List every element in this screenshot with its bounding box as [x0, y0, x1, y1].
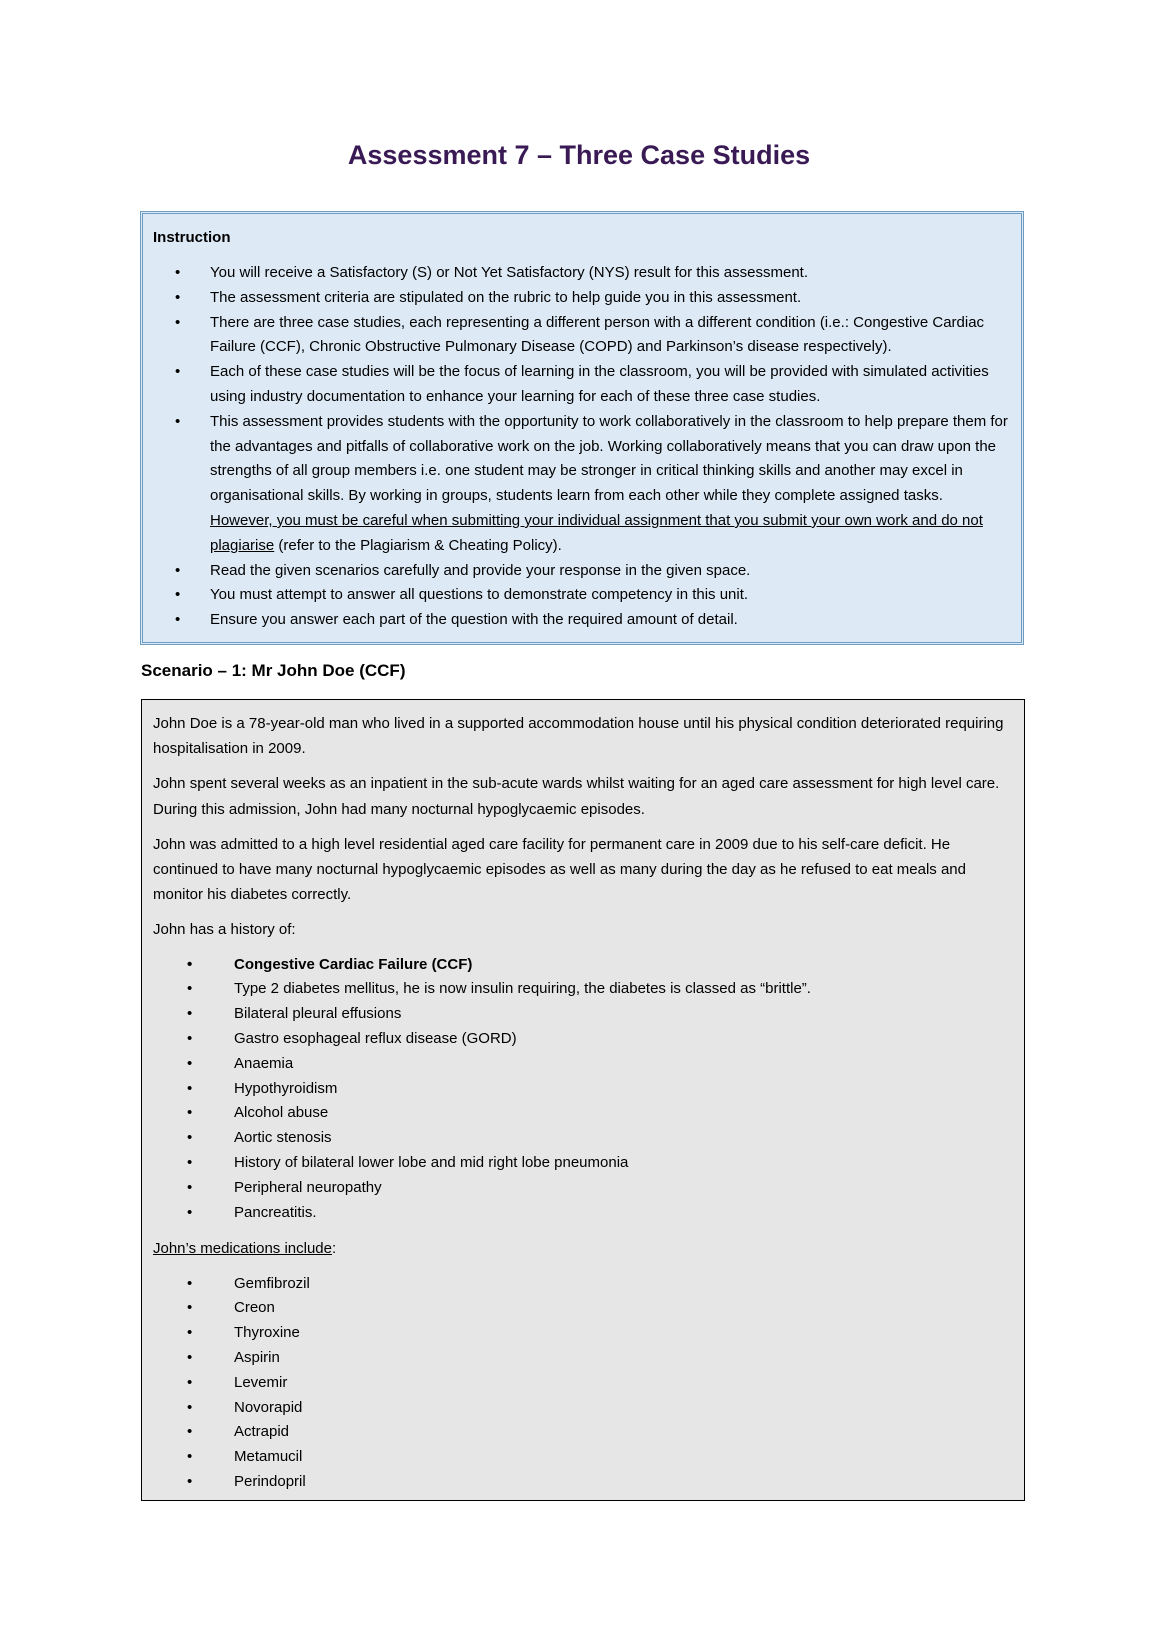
medication-item: • Actrapid	[153, 1420, 1014, 1445]
scenario-heading: Scenario – 1: Mr John Doe (CCF)	[141, 661, 406, 680]
medication-item: • Gemfibrozil	[153, 1272, 1014, 1297]
history-item: • History of bilateral lower lobe and mid right lobe pneumonia	[153, 1151, 1014, 1176]
medications-intro	[153, 1236, 1014, 1261]
instruction-item: • Read the given scenarios carefully and provide your response in the given space.	[153, 559, 1009, 584]
medication-item: • Metamucil	[153, 1445, 1014, 1470]
instruction-box	[140, 211, 1024, 645]
scenario-paragraph: John was admitted to a high level residential aged care facility for permanent care in 2009 due to his self-care deficit. He continued to have many nocturnal hypoglycaemic episodes as well as many during the day as he refused to eat meals and monitor his diabetes correctly.	[153, 835, 966, 904]
history-item: • Type 2 diabetes mellitus, he is now insulin requiring, the diabetes is classed as “brittle”.	[153, 977, 1014, 1002]
history-item: • Bilateral pleural effusions	[153, 1002, 1014, 1027]
page-title: Assessment 7 – Three Case Studies	[347, 140, 811, 170]
medication-item: • Novorapid	[153, 1396, 1014, 1421]
history-item: • Congestive Cardiac Failure (CCF)	[153, 953, 1014, 978]
medications-label: John’s medications include	[153, 1240, 332, 1258]
instruction-item: • Each of these case studies will be the focus of learning in the classroom, you will be provided with simulated activities using industry documentation to enhance your learning for each of these three case studies.	[153, 360, 1009, 410]
instruction-item: • You must attempt to answer all questions to demonstrate competency in this unit.	[153, 583, 1009, 608]
medications-colon: :	[332, 1240, 337, 1258]
history-item: • Anaemia	[153, 1052, 1014, 1077]
scenario-paragraph: John spent several weeks as an inpatient in the sub-acute wards whilst waiting for an aged care assessment for high level care. During this admission, John had many nocturnal hypoglycaemic episodes.	[153, 775, 1000, 818]
history-item: • Alcohol abuse	[153, 1101, 1014, 1126]
collaboration-text: This assessment provides students with the opportunity to work collaboratively in the classroom to help prepare them for the advantages and pitfalls of collaborative work on the job. Working collaboratively means that you can draw upon the strengths of all group members i.e. one student may be stronger in critical thinking skills and another may excel in organisational skills. By working in groups, students learn from each other while they complete assigned tasks.	[210, 412, 1008, 505]
scenario-box	[141, 699, 1025, 1501]
medication-item: • Levemir	[153, 1371, 1014, 1396]
policy-reference: (refer to the Plagiarism & Cheating Policy).	[274, 536, 562, 554]
instruction-list	[153, 261, 1009, 633]
instruction-item: • The assessment criteria are stipulated on the rubric to help guide you in this assessment.	[153, 286, 1009, 311]
history-item: • Hypothyroidism	[153, 1077, 1014, 1102]
history-item: • Pancreatitis.	[153, 1201, 1014, 1226]
scenario-paragraph: John Doe is a 78-year-old man who lived in a supported accommodation house until his physical condition deteriorated requiring hospitalisation in 2009.	[153, 715, 1004, 758]
instruction-item	[153, 410, 1009, 559]
instruction-item: • There are three case studies, each representing a different person with a different condition (i.e.: Congestive Cardiac Failure (CCF), Chronic Obstructive Pulmonary Disease (COPD) and Parkinson’s disease respectively).	[153, 311, 1009, 361]
history-item: • Gastro esophageal reflux disease (GORD)	[153, 1027, 1014, 1052]
medication-item: • Perindopril	[153, 1470, 1014, 1495]
instruction-item: • Ensure you answer each part of the question with the required amount of detail.	[153, 608, 1009, 633]
medication-item: • Creon	[153, 1296, 1014, 1321]
history-item: • Aortic stenosis	[153, 1126, 1014, 1151]
history-item: • Peripheral neuropathy	[153, 1176, 1014, 1201]
instruction-item: • You will receive a Satisfactory (S) or Not Yet Satisfactory (NYS) result for this assessment.	[153, 261, 1009, 286]
medications-list	[153, 1272, 1014, 1495]
instruction-heading: Instruction	[153, 229, 231, 246]
history-intro: John has a history of:	[153, 921, 296, 939]
history-list	[153, 953, 1014, 1226]
medication-item: • Thyroxine	[153, 1321, 1014, 1346]
medication-item: • Aspirin	[153, 1346, 1014, 1371]
plagiarism-warning: However, you must be careful when submitting your individual assignment that you submit your own work and do not plagiarise	[210, 511, 983, 554]
